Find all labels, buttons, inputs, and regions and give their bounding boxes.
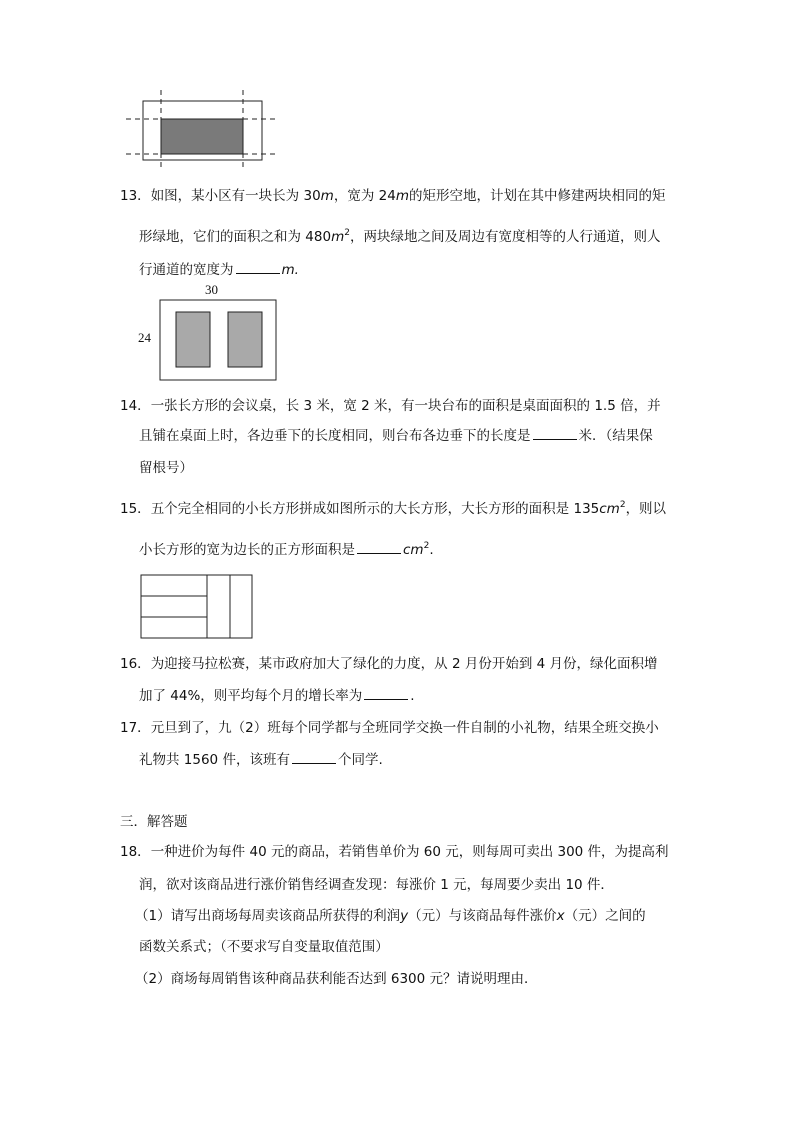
q13-line-3: 行通道的宽度为 m. xyxy=(139,262,299,278)
q16-number: 16． xyxy=(120,656,151,672)
q13-line-2: 形绿地，它们的面积之和为 $480m^2$，两块绿地之间及周边有宽度相等的人行通道，则人 xyxy=(139,228,661,245)
q17-line-2: 礼物共 1560 件，该班有 个同学. xyxy=(139,752,383,768)
q14-line-2: 且铺在桌面上时，各边垂下的长度相同，则台布各边垂下的长度是 米．（结果保 xyxy=(139,428,653,444)
q15-line-1: 15．五个完全相同的小长方形拼成如图所示的大长方形，大长方形的面积是 $135cm^2$，则以 xyxy=(120,500,667,517)
q18-part1-line-1: （1）请写出商场每周卖该商品所获得的利润y（元）与该商品每件涨价x（元）之间的 xyxy=(135,908,646,924)
q17-number: 17． xyxy=(120,720,151,736)
green-plot-left xyxy=(176,312,210,367)
q13-line-1: 13．如图，某小区有一块长为 30m，宽为 24m的矩形空地，计划在其中修建两块相同的矩 xyxy=(120,188,666,204)
q18-part2: （2）商场每周销售该种商品获利能否达到 6300 元？请说明理由． xyxy=(135,971,538,987)
q13-number: 13． xyxy=(120,188,151,204)
answer-blank[interactable] xyxy=(292,750,336,764)
answer-blank[interactable] xyxy=(533,426,577,440)
figure-q12 xyxy=(126,90,279,170)
q16-line-1: 16．为迎接马拉松赛，某市政府加大了绿化的力度，从 2 月份开始到 4 月份，绿化面积增 xyxy=(120,656,658,672)
q18-number: 18． xyxy=(120,844,151,860)
q15-line-2: 小长方形的宽为边长的正方形面积是 $cm^2$. xyxy=(139,541,434,558)
q16-line-2: 加了 44%，则平均每个月的增长率为 . xyxy=(139,688,415,704)
figure-q15 xyxy=(141,575,252,638)
section-title: 三．解答题 xyxy=(120,814,188,830)
shaded-rectangle xyxy=(161,119,243,154)
q14-number: 14． xyxy=(120,398,151,414)
answer-blank[interactable] xyxy=(357,540,401,554)
green-plot-right xyxy=(228,312,262,367)
q18-part1-line-2: 函数关系式；（不要求写自变量取值范围） xyxy=(139,939,389,955)
q13-figure-width-label: 30 xyxy=(205,282,218,297)
big-rectangle xyxy=(141,575,252,638)
field-rectangle xyxy=(160,300,276,380)
q13-figure-height-label: 24 xyxy=(138,330,151,345)
figure-q13 xyxy=(160,300,276,380)
q14-line-3: 留根号） xyxy=(139,460,193,476)
q18-line-2: 润，欲对该商品进行涨价销售经调查发现：每涨价 1 元，每周要少卖出 10 件． xyxy=(139,877,614,893)
q14-line-1: 14．一张长方形的会议桌，长 3 米，宽 2 米，有一块台布的面积是桌面面积的 1.5 倍，并 xyxy=(120,398,661,414)
q18-line-1: 18．一种进价为每件 40 元的商品，若销售单价为 60 元，则每周可卖出 300 件，为提高利 xyxy=(120,844,669,860)
q15-number: 15． xyxy=(120,501,151,517)
q17-line-1: 17．元旦到了，九（2）班每个同学都与全班同学交换一件自制的小礼物，结果全班交换小 xyxy=(120,720,659,736)
answer-blank[interactable] xyxy=(364,686,408,700)
outer-rectangle xyxy=(143,101,262,160)
answer-blank[interactable] xyxy=(236,260,280,274)
